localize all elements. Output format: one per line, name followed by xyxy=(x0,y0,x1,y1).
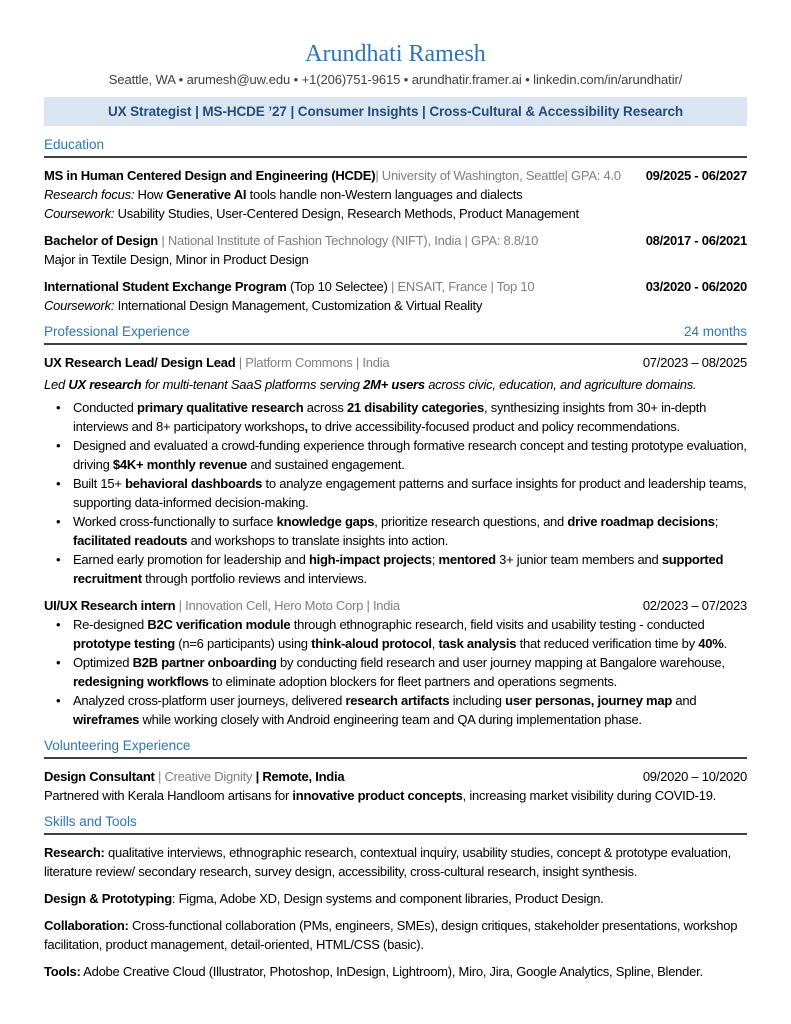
text-run: Led xyxy=(44,377,69,392)
entry-line xyxy=(44,843,747,881)
text-run: | Innovation Cell, Hero Moto Corp | India xyxy=(175,598,400,613)
entry-line xyxy=(44,916,747,954)
entry-title xyxy=(44,767,344,786)
bullet-text xyxy=(73,512,747,550)
bullet-text xyxy=(73,653,747,691)
entry-block xyxy=(44,962,747,981)
text-run: primary qualitative research xyxy=(137,400,304,415)
entry-line xyxy=(44,185,747,204)
text-run: think-aloud protocol xyxy=(311,636,432,651)
entry-title xyxy=(44,231,538,250)
text-run: | Remote, India xyxy=(252,769,345,784)
section xyxy=(44,737,747,805)
entry-date: 02/2023 – 07/2023 xyxy=(642,598,747,613)
text-run: , prioritize research questions, and xyxy=(374,514,568,529)
text-run: user personas, journey map xyxy=(505,693,673,708)
text-run: to drive accessibility-focused product and policy recommendations. xyxy=(307,419,680,434)
text-run: ; xyxy=(431,552,439,567)
text-run: through portfolio reviews and interviews. xyxy=(141,571,367,586)
text-run: behavioral dashboards xyxy=(125,476,263,491)
text-run: Coursework: xyxy=(44,206,115,221)
section xyxy=(44,136,747,315)
text-run: by conducting field research and user journey mapping at Bangalore warehouse, xyxy=(276,655,725,670)
section-body xyxy=(44,353,747,729)
bullet-text xyxy=(73,691,747,729)
entry-title-row xyxy=(44,231,747,250)
entry-line xyxy=(44,250,747,269)
section xyxy=(44,813,747,981)
text-run: and workshops to translate insights into action. xyxy=(187,533,449,548)
text-run: Design & Prototyping xyxy=(44,891,172,906)
text-run: knowledge gaps xyxy=(276,514,375,529)
entry-line xyxy=(44,786,747,805)
bullet-item xyxy=(44,691,747,729)
text-run: Adobe Creative Cloud (Illustrator, Photoshop, InDesign, Lightroom), Miro, Jira, Google Analytics, Spline, Blender. xyxy=(80,964,703,979)
text-run: Design Consultant xyxy=(44,769,155,784)
text-run: B2C verification module xyxy=(147,617,291,632)
bullet-icon: • xyxy=(56,617,61,632)
text-run: Tools: xyxy=(44,964,81,979)
text-run: Coursework: xyxy=(44,298,115,313)
text-run: drive roadmap decisions xyxy=(567,514,715,529)
text-run: | National Institute of Fashion Technology (NIFT), India | GPA: 8.8/10 xyxy=(157,233,539,248)
entry-title xyxy=(44,596,400,615)
bullet-icon: • xyxy=(56,438,61,453)
text-run: and xyxy=(672,693,697,708)
text-run: Research: xyxy=(44,845,105,860)
text-run: B2B partner onboarding xyxy=(132,655,277,670)
text-run: ; xyxy=(714,514,719,529)
text-run: | Platform Commons | India xyxy=(235,355,390,370)
text-run: wireframes xyxy=(73,712,140,727)
entry-block xyxy=(44,889,747,908)
section-body xyxy=(44,767,747,805)
text-run: Worked cross-functionally to surface xyxy=(73,514,277,529)
entry-block xyxy=(44,843,747,881)
bullet-icon: • xyxy=(56,514,61,529)
bullet-icon: • xyxy=(56,693,61,708)
text-run: qualitative interviews, ethnographic research, contextual inquiry, usability studies, concept & prototype evaluation, literature review/ secondary research, survey design, accessibility, cross-cultural research, insight synthesis. xyxy=(44,845,732,879)
entry-title-row xyxy=(44,277,747,296)
entry-block xyxy=(44,166,747,223)
text-run: Bachelor of Design xyxy=(44,233,158,248)
entry-line xyxy=(44,889,747,908)
tagline-bar: UX Strategist | MS-HCDE ’27 | Consumer Insights | Cross-Cultural & Accessibility Research xyxy=(44,97,747,126)
entry-line xyxy=(44,296,747,315)
entry-title-row xyxy=(44,596,747,615)
text-run: including xyxy=(449,693,506,708)
text-run: , xyxy=(431,636,439,651)
text-run: UX research xyxy=(68,377,142,392)
text-run: across xyxy=(303,400,347,415)
bullet-icon: • xyxy=(56,476,61,491)
text-run: Re-designed xyxy=(73,617,148,632)
section-heading: Professional Experience xyxy=(44,324,190,339)
entry-block xyxy=(44,353,747,588)
text-run: Conducted xyxy=(73,400,137,415)
bullet-text xyxy=(73,474,747,512)
text-run: to analyze engagement patterns and surface insights for product and leadership teams, supporting data-informed decision-making. xyxy=(73,476,747,510)
section-heading-row xyxy=(44,136,747,158)
entry-title xyxy=(44,277,534,296)
bullet-item xyxy=(44,398,747,436)
entry-date: 09/2025 - 06/2027 xyxy=(645,168,747,183)
text-run: , synthesizing insights from 30+ in-depth interviews and 8+ participatory workshops xyxy=(73,400,707,434)
entry-line xyxy=(44,375,747,394)
text-run: that reduced verification time by xyxy=(516,636,699,651)
text-run: 40% xyxy=(698,636,724,651)
person-name: Arundhati Ramesh xyxy=(305,41,486,67)
entry-title-row xyxy=(44,166,747,185)
bullet-text xyxy=(73,398,747,436)
bullet-item xyxy=(44,512,747,550)
entry-block xyxy=(44,596,747,729)
text-run: Research focus: xyxy=(44,187,135,202)
text-run: MS in Human Centered Design and Engineering (HCDE) xyxy=(44,168,376,183)
bullet-item xyxy=(44,474,747,512)
text-run: UX Research Lead/ Design Lead xyxy=(44,355,236,370)
entry-block xyxy=(44,767,747,805)
text-run: 21 disability categories xyxy=(346,400,485,415)
entry-date: 03/2020 - 06/2020 xyxy=(645,279,747,294)
text-run: research artifacts xyxy=(345,693,450,708)
text-run: for multi-tenant SaaS platforms serving xyxy=(141,377,364,392)
text-run: to eliminate adoption blockers for fleet partners and operations segments. xyxy=(208,674,617,689)
text-run: while working closely with Android engineering team and QA during implementation phase. xyxy=(139,712,642,727)
text-run: (Top 10 Selectee) xyxy=(286,279,388,294)
text-run: facilitated readouts xyxy=(73,533,188,548)
bullet-icon: • xyxy=(56,400,61,415)
bullet-item xyxy=(44,653,747,691)
bullet-item xyxy=(44,615,747,653)
entry-line xyxy=(44,204,747,223)
section-heading: Education xyxy=(44,137,105,152)
text-run: International Student Exchange Program xyxy=(44,279,287,294)
text-run: How xyxy=(134,187,167,202)
bullet-item xyxy=(44,550,747,588)
text-run: Earned early promotion for leadership and xyxy=(73,552,309,567)
text-run: Partnered with Kerala Handloom artisans for xyxy=(44,788,293,803)
text-run: Optimized xyxy=(73,655,133,670)
text-run: , increasing market visibility during COVID-19. xyxy=(462,788,717,803)
text-run: Analyzed cross-platform user journeys, delivered xyxy=(73,693,346,708)
section-heading-row xyxy=(44,323,747,345)
text-run: , xyxy=(304,419,308,434)
text-run: Built 15+ xyxy=(73,476,126,491)
text-run: high-impact projects xyxy=(308,552,432,567)
contact-line: Seattle, WA • arumesh@uw.edu • +1(206)751-9615 • arundhatir.framer.ai • linkedin.com/in/arundhatir/ xyxy=(108,72,683,87)
entry-title-row xyxy=(44,767,747,786)
text-run: task analysis xyxy=(438,636,517,651)
entry-block xyxy=(44,277,747,315)
entry-title xyxy=(44,353,389,372)
section-body xyxy=(44,166,747,315)
text-run: International Design Management, Customization & Virtual Reality xyxy=(114,298,483,313)
text-run: redesigning workflows xyxy=(73,674,209,689)
text-run: . xyxy=(723,636,727,651)
text-run: 2M+ users xyxy=(363,377,425,392)
text-run: UI/UX Research intern xyxy=(44,598,176,613)
text-run: Usability Studies, User-Centered Design, Research Methods, Product Management xyxy=(114,206,579,221)
section xyxy=(44,323,747,729)
entry-date: 08/2017 - 06/2021 xyxy=(645,233,747,248)
text-run: prototype testing xyxy=(73,636,175,651)
text-run: (n=6 participants) using xyxy=(174,636,312,651)
text-run: Designed and evaluated a crowd-funding experience through formative research concept and testing prototype evaluation, driving xyxy=(73,438,747,472)
text-run: $4K+ monthly revenue xyxy=(112,457,247,472)
section-heading-row xyxy=(44,737,747,759)
section-heading-right: 24 months xyxy=(683,324,747,339)
text-run: Generative AI xyxy=(166,187,247,202)
text-run: | University of Washington, Seattle| GPA: 4.0 xyxy=(375,168,621,183)
text-run: | Creative Dignity xyxy=(154,769,253,784)
text-run: across civic, education, and agriculture domains. xyxy=(424,377,697,392)
text-run: mentored xyxy=(438,552,496,567)
section-heading-row xyxy=(44,813,747,835)
entry-block xyxy=(44,231,747,269)
text-run: through ethnographic research, field visits and usability testing - conducted xyxy=(290,617,705,632)
entry-date: 07/2023 – 08/2025 xyxy=(642,355,747,370)
text-run: : Figma, Adobe XD, Design systems and component libraries, Product Design. xyxy=(171,891,604,906)
section-body xyxy=(44,843,747,981)
bullet-item xyxy=(44,436,747,474)
section-heading: Skills and Tools xyxy=(44,814,137,829)
text-run: Cross-functional collaboration (PMs, engineers, SMEs), design critiques, stakeholder presentations, workshop facilitation, product management, detail-oriented, HTML/CSS (basic). xyxy=(44,918,738,952)
text-run: and sustained engagement. xyxy=(247,457,405,472)
entry-block xyxy=(44,916,747,954)
text-run: 3+ junior team members and xyxy=(495,552,662,567)
entry-title xyxy=(44,166,621,185)
text-run: | ENSAIT, France | Top 10 xyxy=(387,279,535,294)
sections xyxy=(44,136,747,981)
entry-date: 09/2020 – 10/2020 xyxy=(642,769,747,784)
text-run: innovative product concepts xyxy=(292,788,463,803)
entry-line xyxy=(44,962,747,981)
bullet-text xyxy=(73,550,747,588)
text-run: tools handle non-Western languages and dialects xyxy=(246,187,523,202)
bullet-icon: • xyxy=(56,552,61,567)
section-heading: Volunteering Experience xyxy=(44,738,191,753)
text-run: Major in Textile Design, Minor in Product Design xyxy=(44,252,309,267)
bullet-text xyxy=(73,615,747,653)
text-run: supported recruitment xyxy=(73,552,724,586)
text-run: Collaboration: xyxy=(44,918,129,933)
entry-title-row xyxy=(44,353,747,372)
bullet-text xyxy=(73,436,747,474)
bullet-icon: • xyxy=(56,655,61,670)
